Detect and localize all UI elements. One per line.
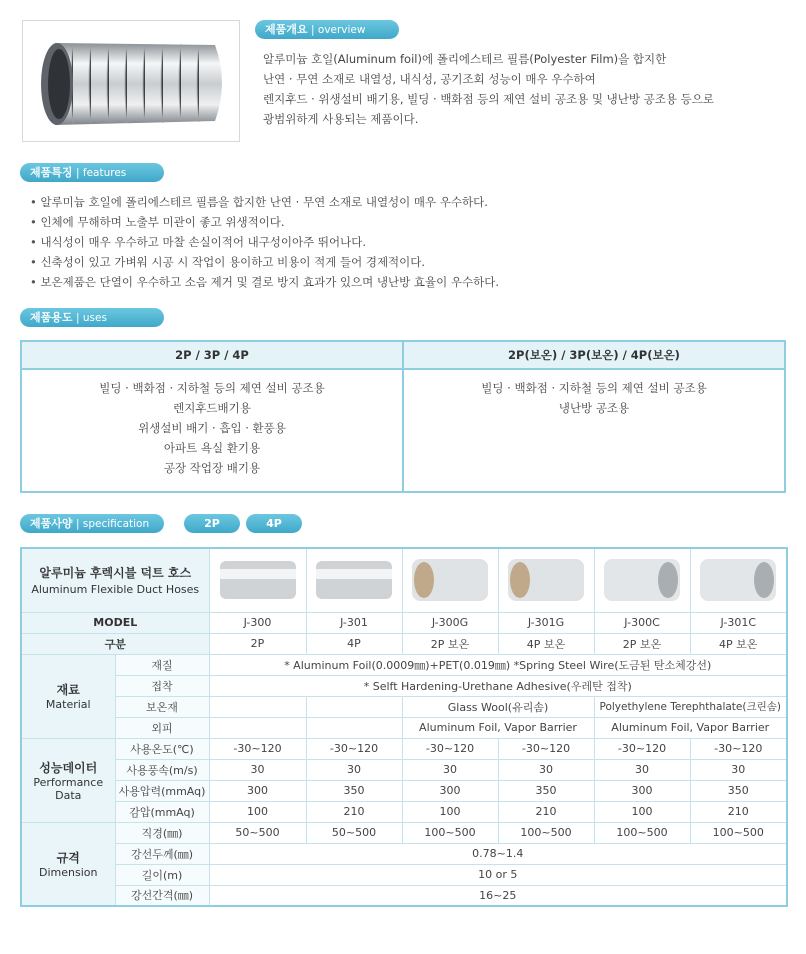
perf-cell: 100 bbox=[209, 801, 306, 822]
use-item: 아파트 욕실 환기용 bbox=[163, 441, 261, 455]
feature-item: • 내식성이 매우 우수하고 마찰 손실이적어 내구성이아주 뛰어나다. bbox=[30, 232, 499, 252]
type-cell: 2P 보온 bbox=[594, 633, 690, 654]
dimension-row-label: 직경(㎜) bbox=[115, 822, 209, 843]
feature-item: • 신축성이 있고 가벼워 시공 시 작업이 용이하고 비용이 적게 들어 경제적이다. bbox=[30, 252, 499, 272]
product-thumb-cell bbox=[306, 548, 402, 612]
performance-row-label: 감압(mmAq) bbox=[115, 801, 209, 822]
performance-row-label: 사용풍속(m/s) bbox=[115, 759, 209, 780]
material-row-label: 외피 bbox=[115, 717, 209, 738]
overview-heading-ko: 제품개요 bbox=[265, 23, 308, 36]
diameter-cell: 50~500 bbox=[209, 822, 306, 843]
feature-item: • 인체에 무해하며 노출부 미관이 좋고 위생적이다. bbox=[30, 212, 499, 232]
dimension-label-ko: 규격 bbox=[56, 850, 80, 865]
type-cell: 4P 보온 bbox=[498, 633, 594, 654]
perf-cell: -30~120 bbox=[690, 738, 787, 759]
model-cell: J-301C bbox=[690, 612, 787, 633]
uses-heading bbox=[20, 308, 164, 327]
spec-tab-2p[interactable]: 2P bbox=[184, 514, 240, 533]
diameter-cell: 50~500 bbox=[306, 822, 402, 843]
duct-thumb-image bbox=[314, 555, 394, 605]
perf-cell: 30 bbox=[402, 759, 498, 780]
spec-heading-en: | specification bbox=[76, 518, 150, 530]
use-item: 위생설비 배기 · 흡입 · 환풍용 bbox=[138, 421, 286, 435]
perf-cell: 210 bbox=[306, 801, 402, 822]
diameter-cell: 100~500 bbox=[690, 822, 787, 843]
material-group-label bbox=[21, 654, 115, 738]
overview-line: 알루미늄 호일(Aluminum foil)에 폴리에스테르 필름(Polyester Film)을 합지한 bbox=[263, 52, 667, 66]
material-value: Glass Wool(유리솜) bbox=[402, 696, 594, 717]
product-title-ko: 알루미늄 후렉시블 덕트 호스 bbox=[39, 566, 192, 581]
product-title-cell bbox=[21, 548, 209, 612]
dimension-group-label bbox=[21, 822, 115, 906]
overview-heading-en: | overview bbox=[311, 24, 366, 36]
features-heading-en: | features bbox=[76, 167, 127, 179]
perf-cell: 300 bbox=[209, 780, 306, 801]
overview-line: 광범위하게 사용되는 제품이다. bbox=[263, 112, 419, 126]
perf-cell: 100 bbox=[594, 801, 690, 822]
type-cell: 4P 보온 bbox=[690, 633, 787, 654]
material-row-label: 보온재 bbox=[115, 696, 209, 717]
perf-cell: 300 bbox=[594, 780, 690, 801]
dimension-label-en: Dimension bbox=[39, 865, 98, 879]
duct-thumb-image bbox=[218, 555, 298, 605]
overview-text bbox=[263, 49, 783, 129]
type-cell: 2P bbox=[209, 633, 306, 654]
perf-cell: 100 bbox=[402, 801, 498, 822]
use-item: 빌딩 · 백화점 · 지하철 등의 제연 설비 공조용 bbox=[481, 381, 707, 395]
uses-heading-ko: 제품용도 bbox=[30, 311, 73, 324]
empty-cell bbox=[209, 717, 306, 738]
type-cell: 2P 보온 bbox=[402, 633, 498, 654]
perf-cell: 30 bbox=[594, 759, 690, 780]
overview-line: 렌지후드 · 위생설비 배기용, 빌딩 · 백화점 등의 제연 설비 공조용 및 냉난방 공조용 등으로 bbox=[263, 92, 714, 106]
perf-cell: 350 bbox=[498, 780, 594, 801]
uses-col2-cell bbox=[403, 369, 785, 492]
model-cell: J-301 bbox=[306, 612, 402, 633]
product-thumb-cell bbox=[594, 548, 690, 612]
type-cell: 4P bbox=[306, 633, 402, 654]
use-item: 공장 작업장 배기용 bbox=[163, 461, 261, 475]
product-thumb-cell bbox=[498, 548, 594, 612]
dimension-row-label: 강선간격(㎜) bbox=[115, 885, 209, 906]
diameter-cell: 100~500 bbox=[402, 822, 498, 843]
uses-table bbox=[20, 340, 786, 493]
dimension-value: 0.78~1.4 bbox=[209, 843, 787, 864]
spec-table bbox=[20, 547, 788, 907]
performance-label-en: Performance bbox=[33, 775, 104, 789]
overview-heading bbox=[255, 20, 399, 39]
uses-heading-en: | uses bbox=[76, 312, 107, 324]
model-cell: J-300C bbox=[594, 612, 690, 633]
uses-col2-header: 2P(보온) / 3P(보온) / 4P(보온) bbox=[403, 341, 785, 369]
empty-cell bbox=[306, 717, 402, 738]
material-label-ko: 재료 bbox=[56, 683, 80, 697]
spec-heading-ko: 제품사양 bbox=[30, 517, 73, 530]
product-thumb-cell bbox=[209, 548, 306, 612]
perf-cell: -30~120 bbox=[594, 738, 690, 759]
uses-col1-cell bbox=[21, 369, 403, 492]
feature-item: • 알루미늄 호일에 폴리에스테르 필름을 합지한 난연 · 무연 소재로 내열성이 매우 우수하다. bbox=[30, 192, 499, 212]
diameter-cell: 100~500 bbox=[594, 822, 690, 843]
material-value: Polyethylene Terephthalate(크린솜) bbox=[594, 696, 787, 717]
model-cell: J-300G bbox=[402, 612, 498, 633]
dimension-row-label: 길이(m) bbox=[115, 864, 209, 885]
insulated-duct-thumb-image bbox=[410, 555, 490, 605]
performance-label-ko: 성능데이터 bbox=[39, 760, 98, 775]
spec-heading bbox=[20, 514, 164, 533]
empty-cell bbox=[306, 696, 402, 717]
uses-col1-header: 2P / 3P / 4P bbox=[21, 341, 403, 369]
overview-line: 난연 · 무연 소재로 내열성, 내식성, 공기조회 성능이 매우 우수하여 bbox=[263, 72, 596, 86]
perf-cell: -30~120 bbox=[306, 738, 402, 759]
dimension-value: 10 or 5 bbox=[209, 864, 787, 885]
performance-group-label bbox=[21, 738, 115, 822]
perf-cell: 350 bbox=[306, 780, 402, 801]
insulated-duct-thumb-image bbox=[602, 555, 682, 605]
material-value: * Selft Hardening-Urethane Adhesive(우레탄 접착) bbox=[209, 675, 787, 696]
material-value: Aluminum Foil, Vapor Barrier bbox=[402, 717, 594, 738]
performance-label-en: Data bbox=[55, 788, 82, 802]
performance-row-label: 사용압력(mmAq) bbox=[115, 780, 209, 801]
dimension-row-label: 강선두께(㎜) bbox=[115, 843, 209, 864]
perf-cell: 30 bbox=[209, 759, 306, 780]
model-label: MODEL bbox=[21, 612, 209, 633]
model-cell: J-300 bbox=[209, 612, 306, 633]
features-heading bbox=[20, 163, 164, 182]
type-label: 구분 bbox=[21, 633, 209, 654]
perf-cell: 210 bbox=[498, 801, 594, 822]
features-heading-ko: 제품특징 bbox=[30, 166, 73, 179]
insulated-duct-thumb-image bbox=[698, 555, 778, 605]
insulated-duct-thumb-image bbox=[506, 555, 586, 605]
material-value: * Aluminum Foil(0.0009㎜)+PET(0.019㎜) *Spring Steel Wire(도금된 탄소체강선) bbox=[209, 654, 787, 675]
product-thumb-cell bbox=[402, 548, 498, 612]
perf-cell: 30 bbox=[498, 759, 594, 780]
perf-cell: -30~120 bbox=[402, 738, 498, 759]
feature-item: • 보온제품은 단열이 우수하고 소음 제거 및 결로 방지 효과가 있으며 냉난방 효율이 우수하다. bbox=[30, 272, 499, 292]
material-row-label: 접착 bbox=[115, 675, 209, 696]
use-item: 렌지후드배기용 bbox=[173, 401, 251, 415]
perf-cell: 30 bbox=[306, 759, 402, 780]
features-list bbox=[30, 192, 499, 292]
model-cell: J-301G bbox=[498, 612, 594, 633]
perf-cell: 300 bbox=[402, 780, 498, 801]
perf-cell: 30 bbox=[690, 759, 787, 780]
use-item: 냉난방 공조용 bbox=[558, 401, 630, 415]
material-row-label: 재질 bbox=[115, 654, 209, 675]
material-value: Aluminum Foil, Vapor Barrier bbox=[594, 717, 787, 738]
perf-cell: -30~120 bbox=[498, 738, 594, 759]
spec-tab-4p[interactable]: 4P bbox=[246, 514, 302, 533]
perf-cell: 210 bbox=[690, 801, 787, 822]
diameter-cell: 100~500 bbox=[498, 822, 594, 843]
dimension-value: 16~25 bbox=[209, 885, 787, 906]
product-thumb-cell bbox=[690, 548, 787, 612]
empty-cell bbox=[209, 696, 306, 717]
product-photo bbox=[22, 20, 240, 142]
use-item: 빌딩 · 백화점 · 지하철 등의 제연 설비 공조용 bbox=[99, 381, 325, 395]
product-title-en: Aluminum Flexible Duct Hoses bbox=[31, 583, 200, 597]
performance-row-label: 사용온도(℃) bbox=[115, 738, 209, 759]
perf-cell: 350 bbox=[690, 780, 787, 801]
material-label-en: Material bbox=[45, 698, 91, 711]
perf-cell: -30~120 bbox=[209, 738, 306, 759]
